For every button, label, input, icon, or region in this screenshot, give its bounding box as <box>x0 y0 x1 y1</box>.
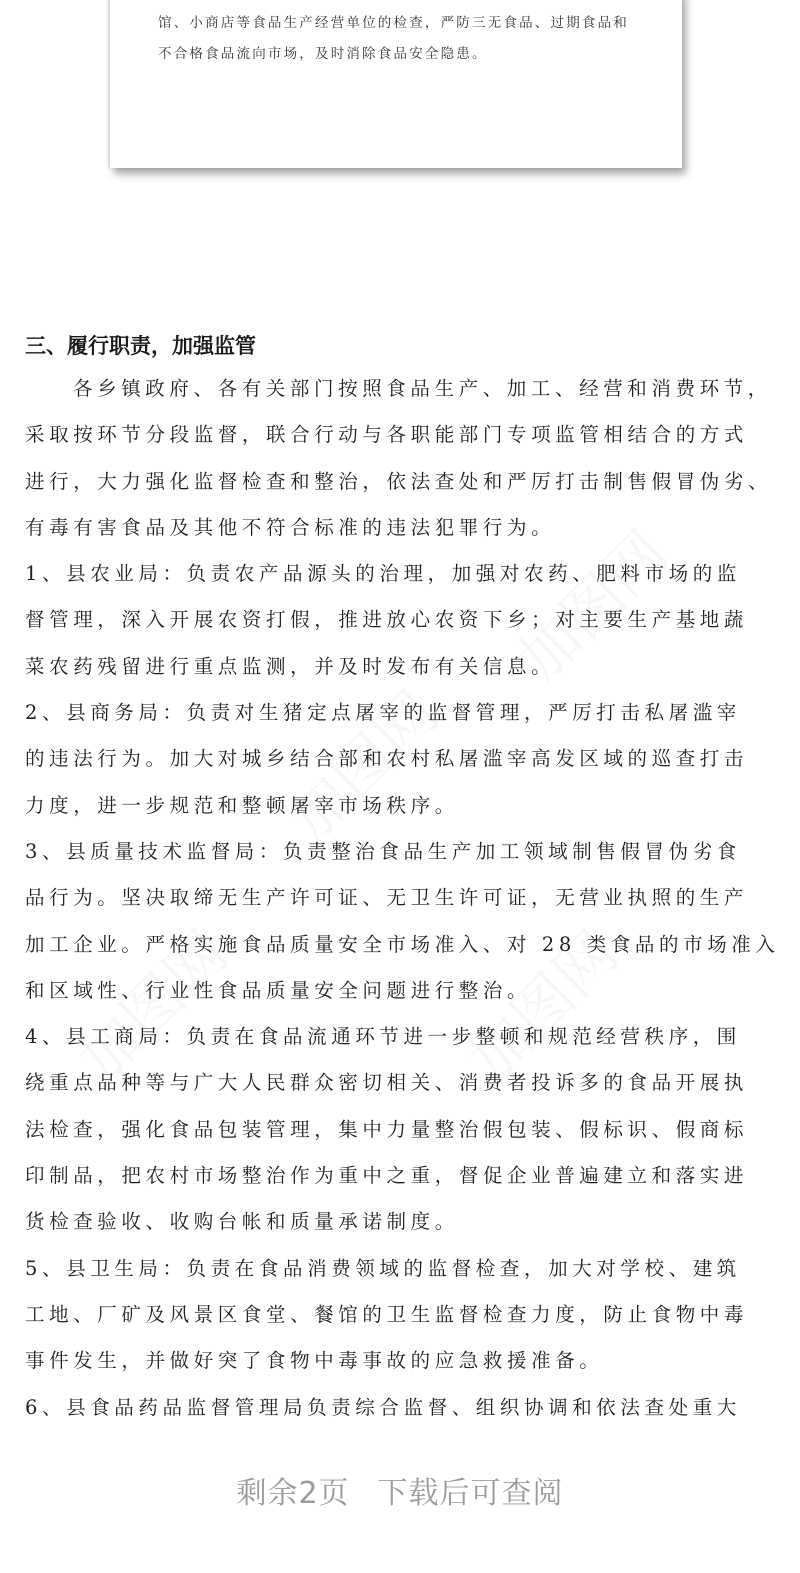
paragraph-line: 力度，进一步规范和整顿屠宰市场秩序。 <box>25 793 459 817</box>
paragraph-line: 和区域性、行业性食品质量安全问题进行整治。 <box>25 978 532 1002</box>
paragraph-line: 的违法行为。加大对城乡结合部和农村私屠滥宰高发区域的巡查打击 <box>25 747 749 771</box>
paragraph-line: 工地、厂矿及风景区食堂、餐馆的卫生监督检查力度，防止食物中毒 <box>25 1302 749 1326</box>
intro-paragraph <box>25 366 795 551</box>
preview-line: 不合格食品流向市场，及时消除食品安全隐患。 <box>158 46 488 62</box>
document-section <box>25 326 795 1431</box>
paragraph-line: 事件发生，并做好突了食物中毒事故的应急救援准备。 <box>25 1349 604 1373</box>
item-quality-supervision-bureau <box>25 829 795 1014</box>
item-industry-commerce-bureau <box>25 1014 795 1245</box>
paragraph-line: 3、县质量技术监督局：负责整治食品生产加工领域制售假冒伪劣食 <box>25 839 741 863</box>
section-heading: 三、履行职责，加强监管 <box>25 334 256 358</box>
paragraph-line: 6、县食品药品监督管理局负责综合监督、组织协调和依法查处重大 <box>25 1395 741 1419</box>
paragraph-line: 1、县农业局：负责农产品源头的治理，加强对农药、肥料市场的监 <box>25 562 741 586</box>
item-health-bureau <box>25 1246 795 1385</box>
paragraph-line: 绕重点品种等与广大人民群众密切相关、消费者投诉多的食品开展执 <box>25 1071 749 1095</box>
preview-page-card <box>110 0 682 168</box>
item-commerce-bureau <box>25 690 795 829</box>
paragraph-line: 加工企业。严格实施食品质量安全市场准入、对 28 类食品的市场准入 <box>25 932 780 956</box>
paragraph-line: 法检查，强化食品包装管理，集中力量整治假包装、假标识、假商标 <box>25 1117 749 1141</box>
item-food-drug-bureau <box>25 1385 795 1431</box>
paragraph-line: 各乡镇政府、各有关部门按照食品生产、加工、经营和消费环节， <box>73 377 772 400</box>
preview-line: 馆、小商店等食品生产经营单位的检查，严防三无食品、过期食品和 <box>158 15 629 31</box>
download-prompt[interactable] <box>0 1468 800 1512</box>
paragraph-line: 5、县卫生局：负责在食品消费领域的监督检查，加大对学校、建筑 <box>25 1256 741 1280</box>
paragraph-line: 有毒有害食品及其他不符合标准的违法犯罪行为。 <box>25 515 556 539</box>
paragraph-line: 菜农药残留进行重点监测，并及时发布有关信息。 <box>25 654 556 678</box>
paragraph-line: 督管理，深入开展农资打假，推进放心农资下乡；对主要生产基地蔬 <box>25 608 749 632</box>
download-to-view-label[interactable]: 下载后可查阅 <box>377 1476 564 1511</box>
paragraph-line: 4、县工商局：负责在食品流通环节进一步整顿和规范经营秩序，围 <box>25 1025 741 1049</box>
item-agriculture-bureau <box>25 551 795 690</box>
remaining-pages-label: 剩余2页 <box>236 1476 350 1511</box>
paragraph-line: 2、县商务局：负责对生猪定点屠宰的监督管理，严厉打击私屠滥宰 <box>25 701 741 725</box>
preview-line <box>158 0 678 8</box>
paragraph-line: 品行为。坚决取缔无生产许可证、无卫生许可证，无营业执照的生产 <box>25 886 749 910</box>
paragraph-line: 进行，大力强化监督检查和整治，依法查处和严厉打击制售假冒伪劣、 <box>25 469 773 493</box>
paragraph-line: 货检查验收、收购台帐和质量承诺制度。 <box>25 1210 459 1234</box>
paragraph-line: 采取按环节分段监督，联合行动与各职能部门专项监管相结合的方式 <box>25 423 749 447</box>
paragraph-line: 印制品，把农村市场整治作为重中之重，督促企业普遍建立和落实进 <box>25 1164 749 1188</box>
preview-page-text <box>158 0 678 70</box>
